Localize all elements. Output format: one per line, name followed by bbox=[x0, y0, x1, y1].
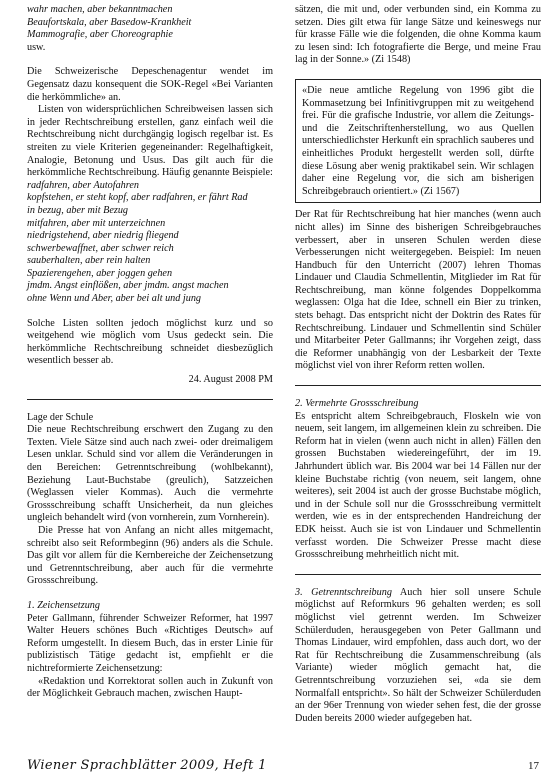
page-footer bbox=[27, 758, 539, 778]
example-line: ohne Wenn und Aber, aber bei alt und jung bbox=[27, 293, 202, 305]
paragraph-sda: Die Schweizerische Depeschenagentur wendet im Gegensatz dazu konsequent die SOK-Regel «Bei Varianten die herkömmliche» an. bbox=[27, 66, 273, 103]
example-line: sauberhalten, aber rein halten bbox=[27, 255, 151, 267]
article-page bbox=[27, 4, 542, 744]
example-line: jmdm. Angst einflößen, aber jmdm. angst machen bbox=[27, 280, 229, 292]
paragraph-getrenntschreibung bbox=[295, 587, 541, 726]
usw-text: usw. bbox=[27, 41, 46, 53]
example-line: wahr machen, aber bekanntmachen bbox=[27, 4, 173, 15]
left-column bbox=[27, 4, 273, 701]
example-line: radfahren, aber Autofahren bbox=[27, 179, 139, 191]
paragraph-zeichensetzung: Peter Gallmann, führender Schweizer Reformer, hat 1997 Walter Heuers schönes Buch «Richtiges Deutsch» auf Reform umgestellt. In diesem Buch, das in erster Linie für publizistisch Tätige gedacht ist, empfiehlt er die nichtreformierte Zeichensetzung: bbox=[27, 612, 273, 674]
paragraph-listen: Listen von widersprüchlichen Schreibweisen lassen sich in jeder Rechtschreibung erstellen, ganz einfach weil die Rechtschreibung nicht durchgängig logisch regelbar ist. Es streiten zu viele Kriterien gegeneinander: Regelhaftigkeit, Analogie, Betonung und Usus. Das gilt auch für die herkömmliche Rechtschreibung. Häufig genannte Beispiele: bbox=[27, 104, 273, 179]
right-column bbox=[295, 4, 541, 725]
example-line: kopfstehen, er steht kopf, aber radfahren, er fährt Rad bbox=[27, 192, 248, 204]
subheading-getrenntschreibung: 3. Getrenntschreibung bbox=[295, 586, 392, 598]
quote-start: «Redaktion und Korrektorat sollen auch in Zukunft von der Möglichkeit Gebrauch machen, zwischen Haupt- bbox=[27, 675, 273, 700]
section-title: Lage der Schule bbox=[27, 411, 94, 423]
example-line: mitfahren, aber mit unterzeichnen bbox=[27, 217, 166, 229]
getrenntschreibung-text: Auch hier soll unsere Schule möglichst auf Reformkurs 96 gehalten werden; es soll möglichst viel getrennt werden. Im Schweizer Schülerduden, herausgegeben von Peter Gallmann und Thomas Lindauer, wird empfohlen, dass auch dort, wo der Rat für Rechtschreibung die Zusammenschreibung (als Variante) wieder möglich gemacht hat, die Getrenntschreibung vorzuziehen sei, «da sie dem Normalfall entspricht». So hält der Schweizer Schülerduden an der 96er Trennung von wieder sehen fest, die der grosse Duden bereits 2000 wieder aufgegeben hat. bbox=[295, 586, 542, 724]
paragraph-rat: Der Rat für Rechtschreibung hat hier manches (wenn auch nicht alles) im Sinne des bisherigen Schreibgebrauches verbessert, aber in unseren Schulen werden diese Verbesserungen nicht weitergegeben. Beispiel: Im neuen Handbuch für den Unterricht (2007) lehren Thomas Lindauer und Claudia Schmellentin, Mitglieder im Rat für Rechtschreibung, man könne folgendes Doppelkomma weglassen: Olga hat die Idee, schnell ein Bier zu trinken, stets behagt. Das entspricht nicht der Doktrin des Rates für Rechtschreibung. Lindauer und Schmellentin sind Schüler und Mitarbeiter Peter Gallmanns; ihr Vorgehen zeigt, dass die Reformer unabhängig von der Lesbarkeit der Texte möglichst viel von ihrer Reform retten wollen. bbox=[295, 209, 541, 372]
example-line: Spazierengehen, aber joggen gehen bbox=[27, 267, 173, 279]
subheading-grossschreibung: 2. Vermehrte Grossschreibung bbox=[295, 398, 419, 410]
paragraph-lage-2: Die Presse hat von Anfang an nicht alles mitgemacht, schreibt also seit Reformbeginn (96) anders als die Schule. Das gilt vor allem für die Kernbereiche der Zeichensetzung und Getrenntschreibung, aber auch für die vermehrte Grossschreibung. bbox=[27, 524, 273, 587]
quote-continuation: sätzen, die mit und, oder verbunden sind, ein Komma zu setzen. Dies gilt etwa für lange Sätze und keineswegs nur für krasse Fälle wie die folgenden, die ohne Komma kaum zu lesen sind: Ich fotografierte die Berge, und meine Frau lag in der Sonne.» (Zi 1548) bbox=[295, 4, 541, 66]
paragraph-lage-1: Die neue Rechtschreibung erschwert den Zugang zu den Texten. Viele Sätze sind auch nach zwei- oder dreimaligem Lesen unklar. Schuld sind vor allem die Veränderungen in den Bereichen: Getrenntschreibung (wohlbekannt), Beziehung Laut-Buchstabe (greulich), Satzzeichen (Weglassen vieler Kommas). Auch die vermehrte Grossschreibung schafft Unsicherheit, da nun gleiches ungleich behandelt wird (von vornherein, zum Vornherein). bbox=[27, 424, 273, 524]
boxed-quote: «Die neue amtliche Regelung von 1996 gibt die Kommasetzung bei Infinitivgruppen mit zu weitgehend frei. Für die grafische Industrie, vor allem die Zeitungs- und die Zeitschriftenherstellung, wo aus Quellen unterschiedlichster Herkunft ein sprachlich sauberes und einheitliches Produkt hergestellt werden soll, dürfte diese Lösung aber wenig praktikabel sein. Wir schlagen daher eine Regelung vor, die sich am bisherigen Schreibgebrauch orientiert.» (Zi 1567) bbox=[295, 79, 541, 203]
example-line: niedrigstehend, aber niedrig fliegend bbox=[27, 230, 179, 242]
article-date: 24. August 2008 PM bbox=[188, 374, 273, 386]
page-number: 17 bbox=[528, 760, 539, 772]
example-line: in bezug, aber mit Bezug bbox=[27, 204, 129, 216]
journal-name: Wiener Sprachblätter 2009, Heft 1 bbox=[27, 758, 267, 773]
paragraph-grossschreibung: Es entspricht altem Schreibgebrauch, Floskeln wie von neuem, seit langem, im allgemeinen klein zu schreiben. Die Reform hat in vielen (wenn auch nicht in allen) Fällen den grossen Buchstaben wiedereingeführt, der im 19. Jahrhundert üblich war. Bis 2004 war bei 14 Fällen nur der kleine Buchstabe richtig (von neuem, seit langem, ohne weiteres), seit 2004 ist auch der grosse Buchstabe möglich, und in der Schule soll nur die Grossschreibung vermittelt werden, wie es in der entsprechenden Handreichung der EDK heisst. Auch sie ist von Lindauer und Schmellentin verfasst worden. Die Schweizer Presse macht diese Grossschreibung mehrheitlich nicht mit. bbox=[295, 410, 541, 561]
example-line: schwerbewaffnet, aber schwer reich bbox=[27, 242, 174, 254]
example-line: Mammografie, aber Choreographie bbox=[27, 29, 173, 41]
paragraph-solche: Solche Listen sollten jedoch möglichst kurz und so weitgehend wie möglich vom Usus gedeckt sein. Die herkömmliche Rechtschreibung schneidet diesbezüglich wesentlich besser ab. bbox=[27, 317, 273, 367]
subheading-zeichensetzung: 1. Zeichensetzung bbox=[27, 599, 100, 611]
example-line: Beaufortskala, aber Basedow-Krankheit bbox=[27, 16, 192, 28]
